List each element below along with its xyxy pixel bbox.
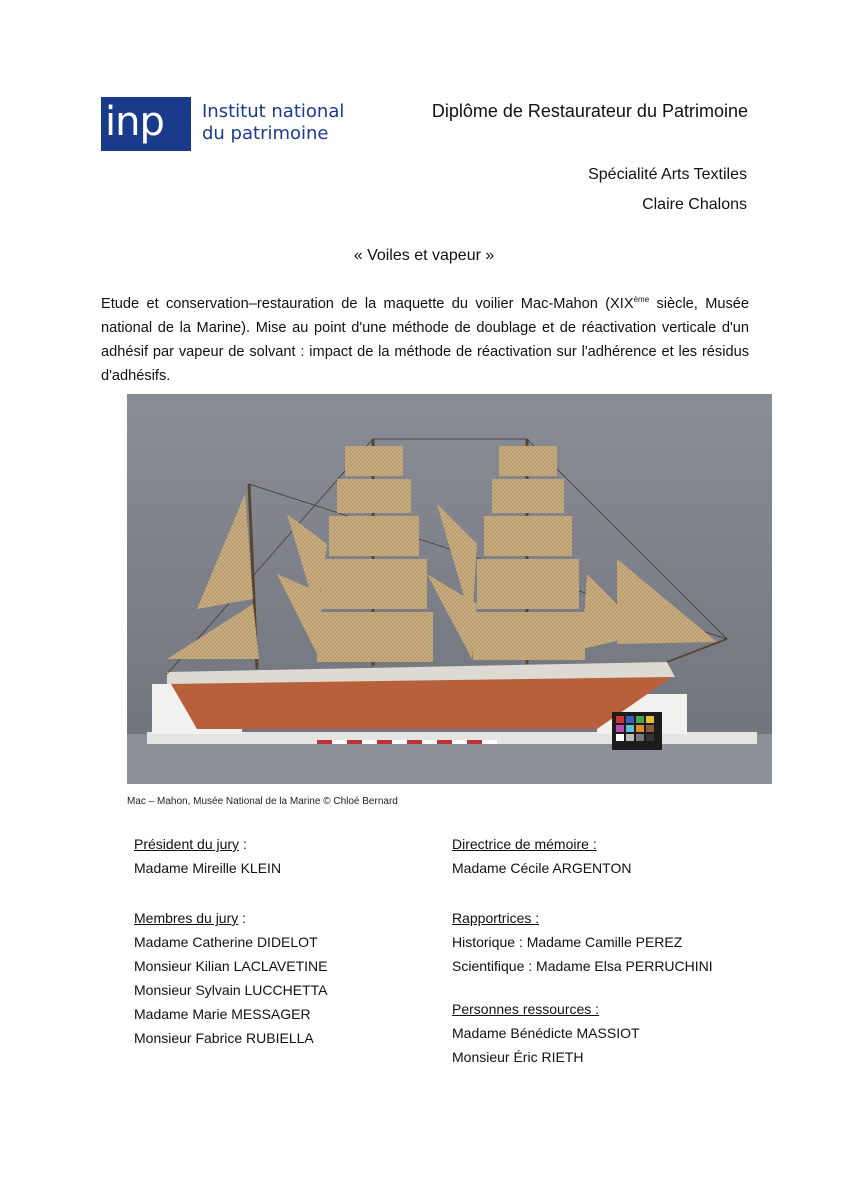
thesis-title: « Voiles et vapeur » [353,247,495,264]
reporter: Scientifique : Madame Elsa PERRUCHINI [452,958,713,974]
resource-person: Monsieur Éric RIETH [452,1049,584,1065]
thesis-abstract [101,292,749,388]
speciality: Spécialité Arts Textiles [588,166,747,183]
jury-president [134,832,281,880]
jury-member: Monsieur Kilian LACLAVETINE [134,958,328,974]
resource-persons-heading: Personnes ressources : [452,1001,600,1017]
ship-model-illustration [127,394,772,784]
resource-persons [452,997,640,1069]
diploma-title: Diplôme de Restaurateur du Patrimoine [431,101,748,121]
institution-name-line2: du patrimoine [202,123,329,144]
abstract-part2: siècle, Musée national de la Marine). Mise au point d'une méthode de doublage et de réactivation verticale d'un adhésif par vapeur de solvant : impact de la méthode de réactivation sur l'adhérence et les résidus d'adhésifs. [101,296,750,384]
reporters [452,906,713,978]
jury-member: Monsieur Sylvain LUCCHETTA [134,982,328,998]
reporter: Historique : Madame Camille PEREZ [452,934,683,950]
jury-member: Madame Catherine DIDELOT [134,934,318,950]
thesis-director-heading: Directrice de mémoire : [452,836,597,852]
inp-logo-mark: inp [101,97,191,151]
resource-person: Madame Bénédicte MASSIOT [452,1025,640,1041]
thesis-director [452,832,631,880]
jury-president-heading-suffix: : [239,836,247,852]
jury-president-heading-text: Président du jury [134,836,240,852]
jury-members-heading-suffix: : [238,910,247,926]
ship-model-photo [127,394,772,784]
thesis-director-name: Madame Cécile ARGENTON [452,860,632,876]
jury-members-heading [134,906,327,930]
jury-members-heading-text: Membres du jury [134,910,239,926]
reporters-heading: Rapportrices : [452,910,540,926]
jury-member: Madame Marie MESSAGER [134,1006,311,1022]
jury-president-heading [134,832,281,856]
jury-members [134,906,327,1050]
jury-president-name: Madame Mireille KLEIN [134,860,282,876]
author-name: Claire Chalons [642,196,747,213]
abstract-part1: Etude et conservation–restauration de la maquette du voilier Mac-Mahon (XIX [101,296,634,312]
jury-member: Monsieur Fabrice RUBIELLA [134,1030,314,1046]
photo-caption: Mac – Mahon, Musée National de la Marine © Chloé Bernard [127,796,398,807]
institution-name-line1: Institut national [202,101,345,122]
institution-name [202,101,344,145]
abstract-superscript: ème [633,295,650,304]
